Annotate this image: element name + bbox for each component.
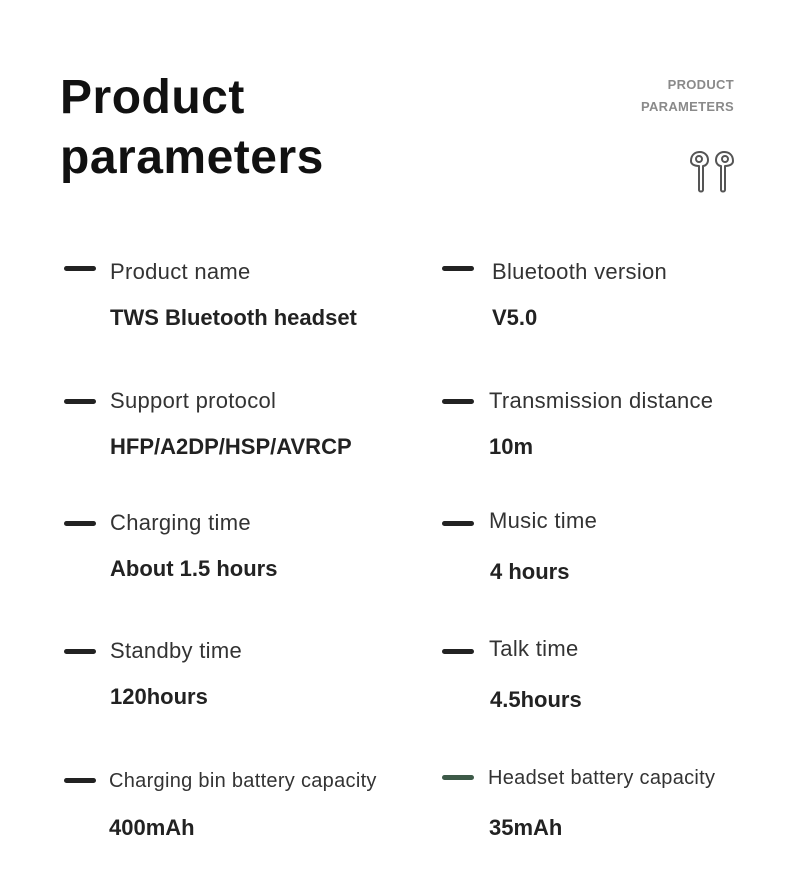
dash-marker <box>442 649 474 654</box>
param-value: V5.0 <box>492 305 538 330</box>
dash-marker <box>64 266 96 271</box>
dash-marker <box>442 266 474 271</box>
earbuds-icon <box>688 150 736 194</box>
param-value: 4.5hours <box>490 687 582 712</box>
param-value: 120hours <box>110 684 208 709</box>
param-value: 35mAh <box>489 815 563 840</box>
param-value: 10m <box>489 434 534 459</box>
param-label: Headset battery capacity <box>488 767 716 789</box>
dash-marker <box>64 649 96 654</box>
param-value: HFP/A2DP/HSP/AVRCP <box>110 434 352 459</box>
param-label: Music time <box>489 508 598 533</box>
param-value: About 1.5 hours <box>110 556 278 581</box>
title-line-1: Product <box>60 71 245 124</box>
english-section-label <box>641 74 734 118</box>
param-value: TWS Bluetooth headset <box>110 305 357 330</box>
param-label: Charging time <box>110 510 251 535</box>
param-value: 4 hours <box>490 559 570 584</box>
param-label: Product name <box>110 259 251 284</box>
param-label: Bluetooth version <box>492 259 668 284</box>
dash-marker <box>442 775 474 780</box>
param-label: Transmission distance <box>489 388 714 413</box>
en-label-line-2: PARAMETERS <box>640 99 734 114</box>
param-label: Standby time <box>110 638 243 663</box>
dash-marker <box>64 399 96 404</box>
title-line-2: parameters <box>60 131 324 184</box>
param-label: Talk time <box>489 636 579 661</box>
dash-marker <box>64 521 96 526</box>
param-label: Support protocol <box>110 388 277 413</box>
dash-marker <box>442 399 474 404</box>
page-title <box>60 68 324 188</box>
dash-marker <box>64 778 96 783</box>
dash-marker <box>442 521 474 526</box>
param-value: 400mAh <box>109 815 195 840</box>
param-label: Charging bin battery capacity <box>109 770 377 792</box>
en-label-line-1: PRODUCT <box>667 77 734 92</box>
